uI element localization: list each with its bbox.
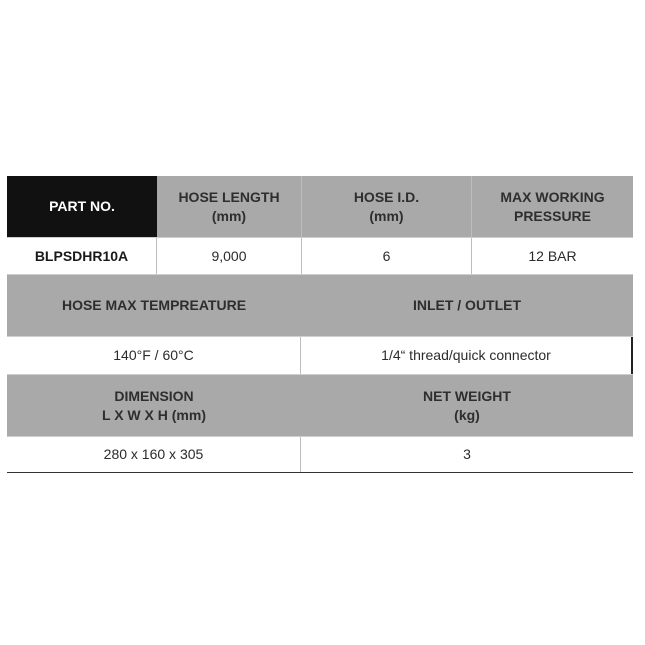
hose-id-header — [302, 176, 472, 237]
net-weight-header-line2: (kg) — [454, 406, 480, 423]
dimension-header-line2: L X W X H (mm) — [102, 406, 206, 423]
value-row-2 — [7, 337, 633, 375]
dimension-header — [7, 375, 301, 436]
header-row-2 — [7, 275, 633, 337]
header-row-1 — [7, 176, 633, 238]
dimension-header-line1: DIMENSION — [114, 387, 194, 404]
max-pressure-header — [472, 176, 633, 237]
hose-length-header — [157, 176, 302, 237]
value-row-3 — [7, 437, 633, 473]
inlet-outlet-header: INLET / OUTLET — [301, 275, 633, 336]
part-no-value: BLPSDHR10A — [7, 238, 157, 274]
hose-max-temperature-value: 140°F / 60°C — [7, 337, 301, 374]
inlet-outlet-value: 1/4“ thread/quick connector — [301, 337, 633, 374]
hose-length-header-line1: HOSE LENGTH — [178, 188, 280, 205]
net-weight-header-line1: NET WEIGHT — [423, 387, 511, 404]
max-pressure-header-line1: MAX WORKING — [500, 188, 605, 205]
net-weight-header — [301, 375, 633, 436]
hose-id-value: 6 — [302, 238, 472, 274]
value-row-1 — [7, 238, 633, 275]
hose-length-value: 9,000 — [157, 238, 302, 274]
hose-length-header-line2: (mm) — [211, 207, 247, 224]
hose-id-header-line2: (mm) — [369, 207, 404, 224]
spec-table — [7, 176, 633, 473]
header-row-3 — [7, 375, 633, 437]
net-weight-value: 3 — [301, 437, 633, 472]
max-pressure-value: 12 BAR — [472, 238, 633, 274]
hose-id-header-line1: HOSE I.D. — [353, 188, 420, 205]
part-no-header: PART NO. — [7, 176, 157, 237]
max-pressure-header-line2: PRESSURE — [513, 207, 592, 224]
hose-max-temperature-header: HOSE MAX TEMPREATURE — [7, 275, 301, 336]
dimension-value: 280 x 160 x 305 — [7, 437, 301, 472]
